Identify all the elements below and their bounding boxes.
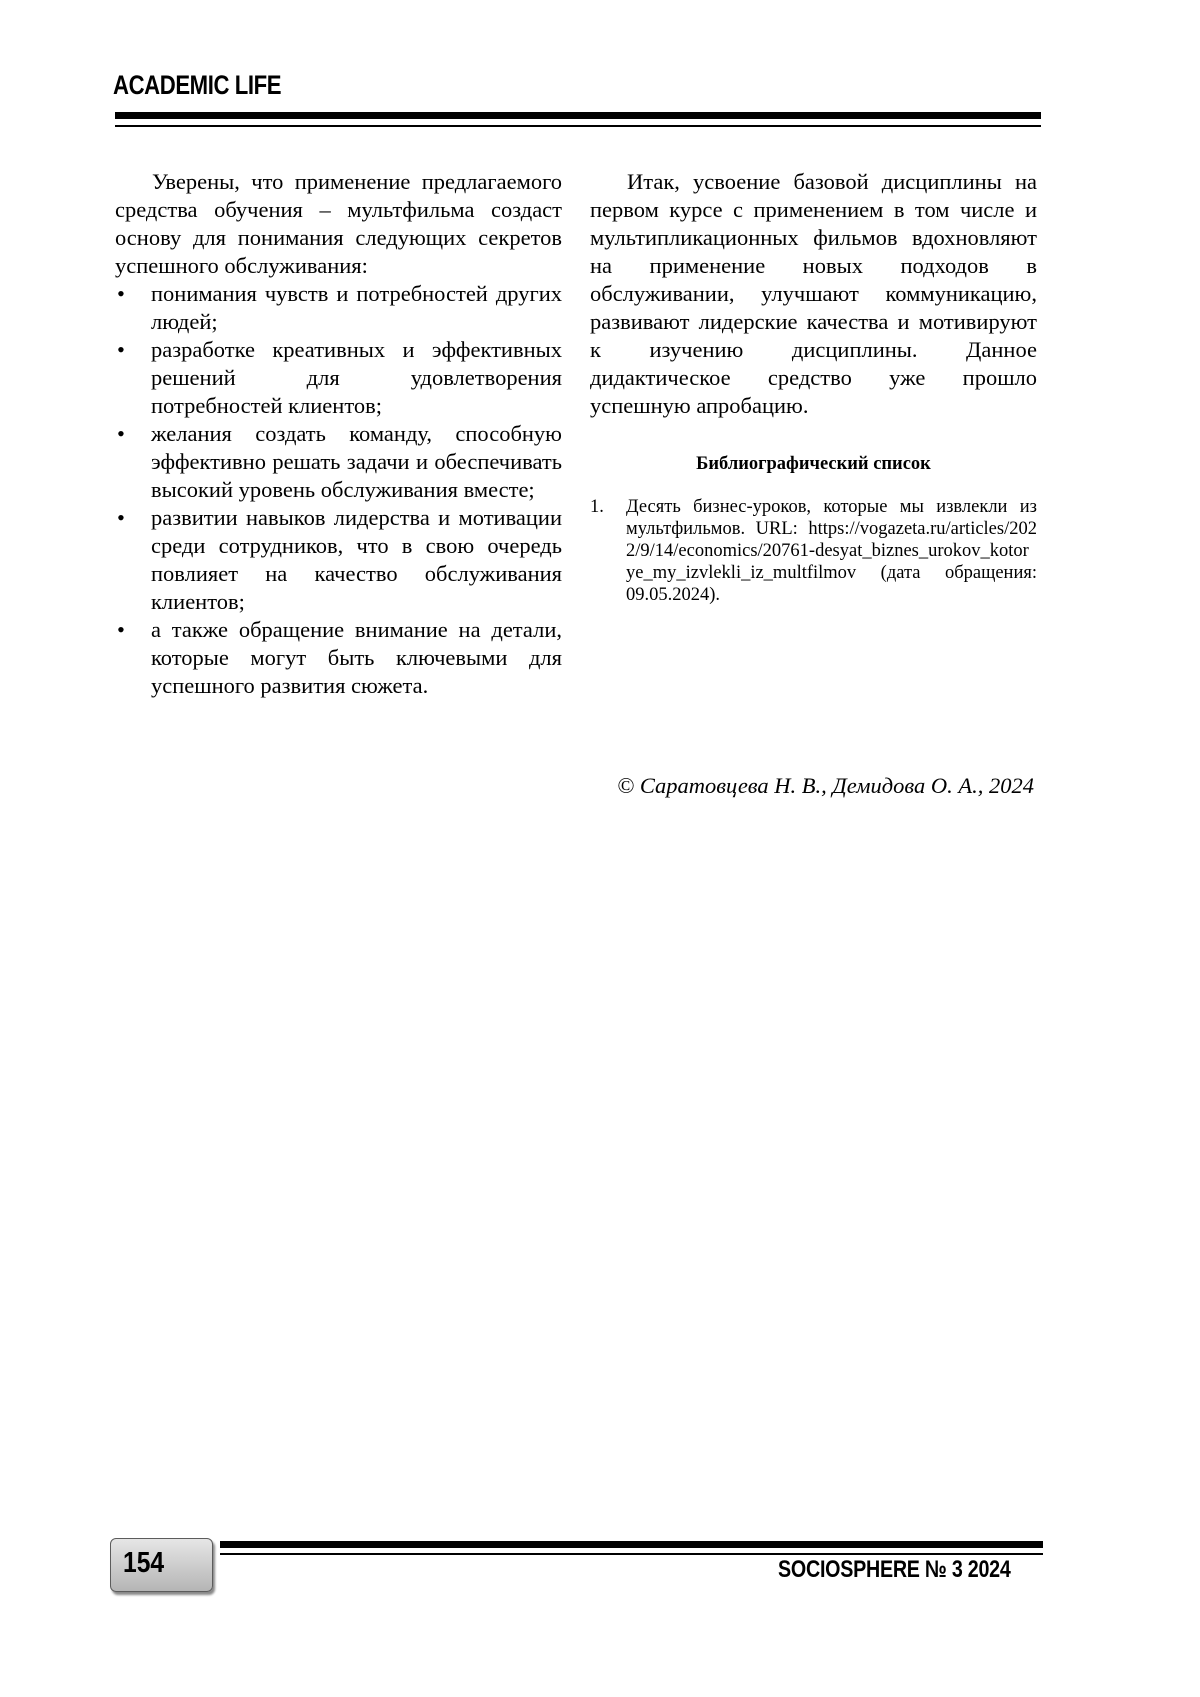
bullet-icon: • <box>117 617 125 642</box>
copyright-line: © Саратовцева Н. В., Демидова О. А., 2024 <box>617 773 1034 798</box>
bibliography-access-date: (дата обращения: 09.05.2024). <box>626 563 1037 605</box>
page-number: 154 <box>123 1547 165 1579</box>
footer-rule-thin <box>220 1553 1043 1555</box>
bibliography-item <box>590 496 1037 606</box>
intro-paragraph: Уверены, что применение предлагаемого средства обучения – мультфильма создаст основу для понимания следующих секретов успешного обслуживания: <box>115 169 562 278</box>
page-number-badge <box>110 1538 213 1592</box>
list-item-text: разработке креативных и эффективных решений для удовлетворения потребностей клиентов; <box>151 337 562 418</box>
section-title: ACADEMIC LIFE <box>113 70 282 100</box>
conclusion-paragraph: Итак, усвоение базовой дисциплины на первом курсе с применением в том числе и мультипликационных фильмов вдохновляют на применение новых подходов в обслуживании, улучшают коммуникацию, развивают лидерские качества и мотивируют к изучению дисциплины. Данное дидактическое средство уже прошло успешную апробацию. <box>590 169 1037 418</box>
bibliography-url-link[interactable]: https://vogazeta.ru/articles/2022/9/14/economics/20761-desyat_biznes_urokov_kotorye_my_izvlekli_iz_multfilmov <box>626 519 1037 583</box>
journal-name: SOCIOSPHERE № 3 2024 <box>778 1556 1011 1583</box>
list-item-text: желания создать команду, способную эффективно решать задачи и обеспечивать высокий уровень обслуживания вместе; <box>151 421 562 502</box>
header-rule-thin <box>115 125 1041 127</box>
list-item <box>115 336 562 420</box>
list-item <box>115 280 562 336</box>
right-column <box>590 168 1037 606</box>
left-column <box>115 168 562 700</box>
footer-rule-thick <box>220 1541 1043 1548</box>
list-item <box>115 504 562 616</box>
bullet-icon: • <box>117 337 125 362</box>
bibliography-title: Библиографический список <box>696 454 931 474</box>
list-item-text: а также обращение внимание на детали, которые могут быть ключевыми для успешного развития сюжета. <box>151 617 562 698</box>
bullet-icon: • <box>117 281 125 306</box>
list-item <box>115 616 562 700</box>
bibliography-item-number: 1. <box>590 497 604 517</box>
bullet-list <box>115 280 562 700</box>
header-rule-thick <box>115 112 1041 119</box>
list-item-text: развитии навыков лидерства и мотивации среди сотрудников, что в свою очередь повлияет на качество обслуживания клиентов; <box>151 505 562 614</box>
bullet-icon: • <box>117 505 125 530</box>
bibliography-list <box>590 496 1037 606</box>
list-item-text: понимания чувств и потребностей других людей; <box>151 281 562 334</box>
list-item <box>115 420 562 504</box>
bibliography-item-text: Десять бизнес-уроков, которые мы извлекли из мультфильмов. URL: <box>626 497 1037 539</box>
bullet-icon: • <box>117 421 125 446</box>
